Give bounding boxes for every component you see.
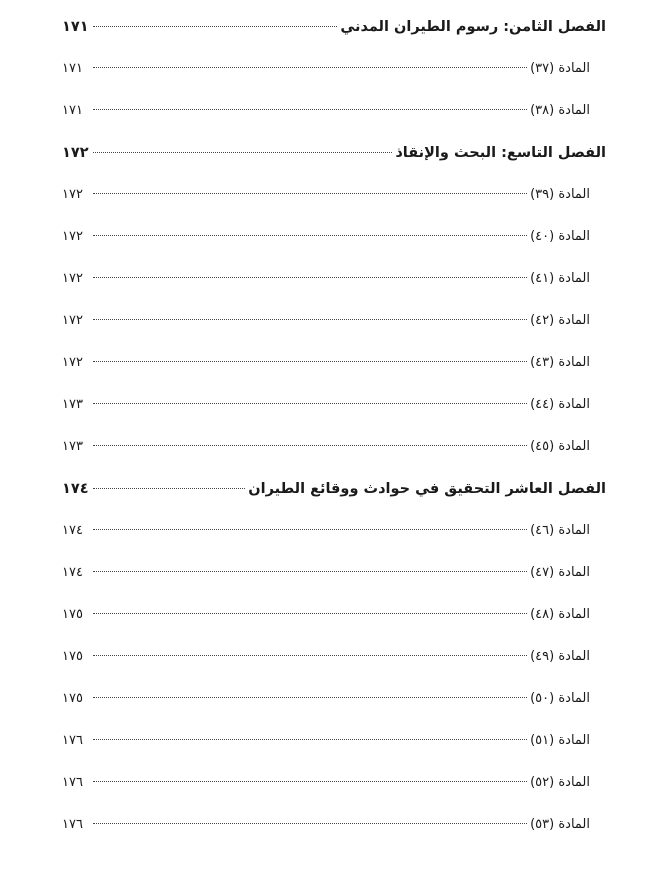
toc-entry-label: المادة (٣٧): [530, 61, 590, 76]
toc-entry-label: المادة (٤٧): [530, 565, 590, 580]
dot-leader: [93, 655, 527, 656]
toc-entry-label: المادة (٤٤): [530, 397, 590, 412]
toc-chapter-row[interactable]: [62, 468, 606, 510]
toc-article-row[interactable]: [62, 552, 606, 594]
toc-page-number: ١٧٢: [62, 145, 89, 161]
toc-page-number: ١٧٢: [62, 229, 83, 244]
toc-entry-label: الفصل العاشر التحقيق في حوادث ووقائع الطيران: [248, 481, 606, 497]
toc-entry-label: الفصل الثامن: رسوم الطيران المدني: [340, 19, 606, 35]
toc-page-number: ١٧٣: [62, 397, 83, 412]
toc-page-number: ١٧٥: [62, 607, 83, 622]
dot-leader: [93, 193, 527, 194]
dot-leader: [93, 739, 527, 740]
dot-leader: [93, 26, 337, 27]
toc-page-number: ١٧٦: [62, 775, 83, 790]
dot-leader: [93, 613, 527, 614]
toc-page-number: ١٧٣: [62, 439, 83, 454]
toc-article-row[interactable]: [62, 804, 606, 846]
toc-entry-label: المادة (٤٣): [530, 355, 590, 370]
toc-page-number: ١٧٢: [62, 271, 83, 286]
dot-leader: [93, 697, 527, 698]
toc-entry-label: المادة (٥٣): [530, 817, 590, 832]
toc-entry-label: المادة (٤٩): [530, 649, 590, 664]
dot-leader: [93, 152, 392, 153]
dot-leader: [93, 277, 527, 278]
toc-page-number: ١٧٤: [62, 523, 83, 538]
toc-entry-label: الفصل التاسع: البحث والإنقاذ: [395, 145, 606, 161]
dot-leader: [93, 235, 527, 236]
toc-entry-label: المادة (٣٨): [530, 103, 590, 118]
toc-page-number: ١٧١: [62, 103, 83, 118]
dot-leader: [93, 445, 527, 446]
toc-article-row[interactable]: [62, 216, 606, 258]
toc-article-row[interactable]: [62, 678, 606, 720]
toc-article-row[interactable]: [62, 636, 606, 678]
toc-page-number: ١٧٤: [62, 565, 83, 580]
toc-article-row[interactable]: [62, 174, 606, 216]
toc-article-row[interactable]: [62, 594, 606, 636]
toc-page-number: ١٧٤: [62, 481, 89, 497]
toc-chapter-row[interactable]: [62, 6, 606, 48]
toc-entry-label: المادة (٥٠): [530, 691, 590, 706]
dot-leader: [93, 109, 527, 110]
table-of-contents: [62, 6, 606, 846]
dot-leader: [93, 319, 527, 320]
toc-article-row[interactable]: [62, 342, 606, 384]
toc-page-number: ١٧٦: [62, 817, 83, 832]
toc-entry-label: المادة (٤١): [530, 271, 590, 286]
dot-leader: [93, 361, 527, 362]
toc-page-number: ١٧٢: [62, 355, 83, 370]
toc-page-number: ١٧٥: [62, 691, 83, 706]
toc-article-row[interactable]: [62, 300, 606, 342]
dot-leader: [93, 529, 527, 530]
toc-article-row[interactable]: [62, 720, 606, 762]
toc-page-number: ١٧١: [62, 19, 89, 35]
toc-entry-label: المادة (٥١): [530, 733, 590, 748]
toc-article-row[interactable]: [62, 510, 606, 552]
dot-leader: [93, 823, 527, 824]
toc-entry-label: المادة (٤٨): [530, 607, 590, 622]
toc-chapter-row[interactable]: [62, 132, 606, 174]
toc-article-row[interactable]: [62, 762, 606, 804]
toc-page-number: ١٧٦: [62, 733, 83, 748]
toc-entry-label: المادة (٣٩): [530, 187, 590, 202]
toc-article-row[interactable]: [62, 426, 606, 468]
toc-article-row[interactable]: [62, 258, 606, 300]
toc-article-row[interactable]: [62, 384, 606, 426]
dot-leader: [93, 781, 527, 782]
toc-page-number: ١٧٢: [62, 187, 83, 202]
toc-entry-label: المادة (٤٠): [530, 229, 590, 244]
toc-article-row[interactable]: [62, 90, 606, 132]
toc-article-row[interactable]: [62, 48, 606, 90]
toc-page-number: ١٧٢: [62, 313, 83, 328]
toc-page-number: ١٧١: [62, 61, 83, 76]
toc-entry-label: المادة (٤٦): [530, 523, 590, 538]
dot-leader: [93, 403, 527, 404]
toc-entry-label: المادة (٥٢): [530, 775, 590, 790]
dot-leader: [93, 571, 527, 572]
toc-entry-label: المادة (٤٥): [530, 439, 590, 454]
dot-leader: [93, 67, 527, 68]
dot-leader: [93, 488, 245, 489]
toc-page-number: ١٧٥: [62, 649, 83, 664]
toc-entry-label: المادة (٤٢): [530, 313, 590, 328]
